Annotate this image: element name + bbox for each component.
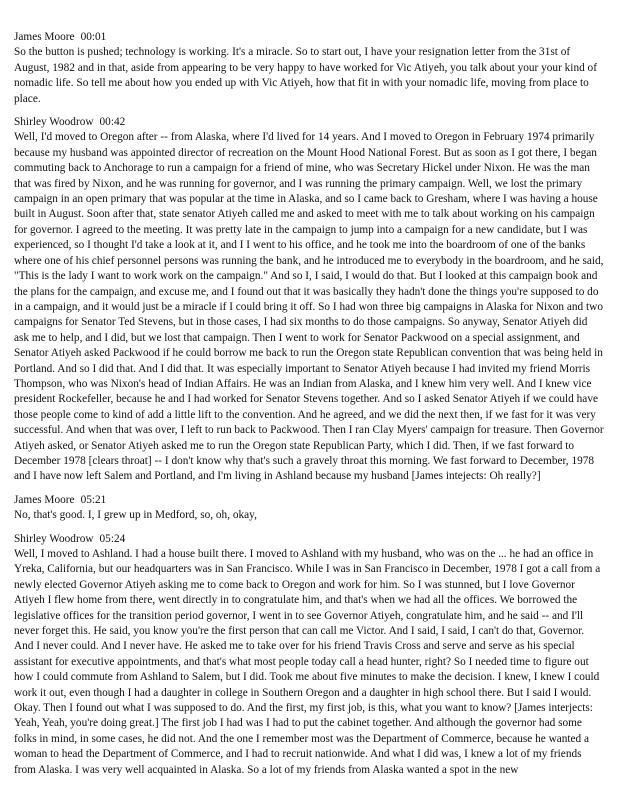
utterance-text: So the button is pushed; technology is working. It's a miracle. So to start out, I have your resignation letter from the 31st of August, 1982 and in that, aside from appearing to be very happy to have worked for Vic Atiyeh, you talk about your your kind of nomadic life. So tell me about how you ended up with Vic Atiyeh, how that fit in with your nomadic life, moving from place to place.	[14, 46, 597, 105]
speaker-line	[14, 115, 605, 130]
transcript-segment-2	[14, 115, 605, 485]
speaker-name: Shirley Woodrow	[14, 116, 94, 129]
speaker-line	[14, 532, 605, 547]
timestamp: 00:01	[80, 31, 107, 43]
speaker-name: James Moore	[14, 31, 75, 43]
timestamp: 05:24	[99, 532, 126, 545]
speaker-name: Shirley Woodrow	[14, 532, 94, 545]
transcript-segment-4	[14, 532, 605, 779]
speaker-line	[14, 30, 605, 45]
speaker-name: James Moore	[14, 493, 75, 506]
utterance-text: Well, I'd moved to Oregon after -- from Alaska, where I'd lived for 14 years. And I moved to Oregon in February 1974 primarily because my husband was appointed director of recreation on the Mount Hood National Forest. But as soon as I got there, I began commuting back to Anchorage to run a campaign for a friend of mine, who was Secretary Hickel under Nixon. He was the man that was fired by Nixon, and he was running for governor, and I was running the primary campaign. Well, we lost the primary campaign in an open primary that was popular at the time in Alaska, and so I came back to Gresham, where I was having a house built in August. Soon after that, state senator Atiyeh called me and asked to meet with me to talk about working on his campaign for governor. I agreed to the meeting. It was pretty late in the campaign to jump into a campaign for a new candidate, but I was experienced, so I thought I'd take a look at it, and I I went to his office, and he took me into the boardroom of one of the banks where one of his chief personnel persons was running the bank, and he introduced me to everybody in the boardroom, and he said, "This is the lady I want to work work on the campaign." And so I, I said, I would do that. But I looked at this campaign book and the plans for the campaign, and excuse me, and I found out that it was basically they hadn't done the things you're supposed to do in a campaign, and it would just be a miracle if I could bring it off. So I had won three big campaigns in Alaska for Nixon and two campaigns for Senator Ted Stevens, but in those cases, I had six months to do those campaigns. So anyway, Senator Atiyeh did ask me to help, and I did, but we lost that campaign. Then I went to work for Senator Packwood on a special assignment, and Senator Atiyeh asked Packwood if he could borrow me back to run the Oregon state Republican convention that was being held in Portland. And so I did that. And I did that. It was especially important to Senator Atiyeh because I had invited my friend Morris Thompson, who was Nixon's head of Indian Affairs. He was an Indian from Alaska, and I knew him very well. And I knew vice president Rockefeller, because he and I had worked for Senator Stevens together. And so I asked Senator Atiyeh if we could have those people come to kind of add a little lift to the convention. And he agreed, and we did the next then, if we fast for it was very successful. And when that was over, I left to run back to Packwood. Then I ran Clay Myers' campaign for treasure. Then Governor Atiyeh asked, or Senator Atiyeh asked me to run the Oregon state Republican Party, which I did. Then, if we fast forward to December 1978 [clears throat] -- I don't know why that's such a gravely throat this morning. We fast forward to December, 1978 and I have now left Salem and Portland, and I'm living in Ashland because my husband [James intejects: Oh really?]	[14, 131, 604, 483]
utterance-text: No, that's good. I, I grew up in Medford, so, oh, okay,	[14, 509, 257, 522]
speaker-line	[14, 493, 605, 508]
timestamp: 00:42	[99, 116, 126, 129]
transcript-segment-1	[14, 30, 605, 107]
utterance-text: Well, I moved to Ashland. I had a house built there. I moved to Ashland with my husband, who was on the ... he had an office in Yreka, California, but our headquarters was in San Francisco. While I was in San Francisco in December, 1978 I got a call from a newly elected Governor Atiyeh asking me to come back to Oregon and work for him. So I was stunned, but I love Governor Atiyeh I flew home from there, went directly in to congratulate him, and that's when we had all the offices. We borrowed the legislative offices for the transition period governor, I went in to see Governor Atiyeh, congratulate him, and he said -- and I'll never forget this. He said, you know you're the first person that can call me Victor. And I said, I said, I can't do that, Governor. And I never could. And I never have. He asked me to take over for his friend Travis Cross and serve and serve as his special assistant for executive appointments, and that's what most people today call a head hunter, right? So I needed time to figure out how I could commute from Ashland to Salem, but I did. Took me about five minutes to make the decision. I knew, I knew I could work it out, even though I had a daughter in college in Southern Oregon and a daughter in high school there. But I said I would. Okay. Then I found out what I was supposed to do. And the first, my first job, is this, what you want to know? [James interjects: Yeah, Yeah, you're doing great.] The first job I had was I had to put the cabinet together. And although the governor had some folks in mind, in some cases, he did not. And the one I remember most was the Department of Commerce, because he wanted a woman to head the Department of Commerce, and I had to recruit nationwide. And what I did was, I knew a lot of my friends from Alaska. I was very well acquainted in Alaska. So a lot of my friends from Alaska wanted a spot in the new	[14, 548, 601, 776]
transcript-segment-3	[14, 493, 605, 524]
timestamp: 05:21	[80, 493, 107, 506]
